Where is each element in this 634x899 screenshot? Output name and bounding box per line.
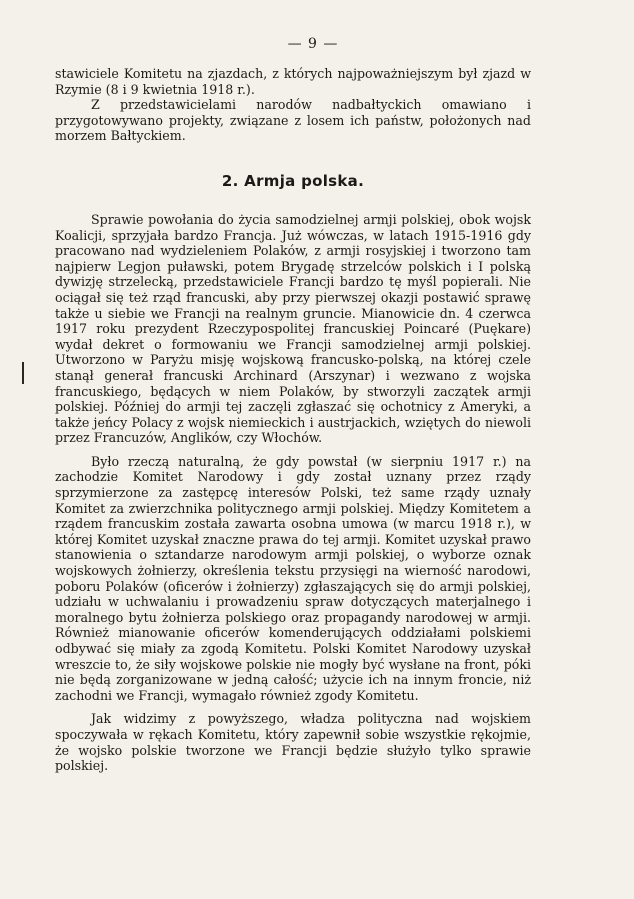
section-paragraph-1: Sprawie powołania do życia samodzielnej armji polskiej, obok wojsk Koalicji, sprzyjała bardzo Francja. Już wówczas, w latach 1915-1916 gdy pracowano nad wydzieleniem Polaków, z armji rosyjskiej i tworzono tam najpierw Legjon puławski, potem Brygadę strzelców polskich i I polską dywizję strzelecką, przedstawiciele Francji bardzo tę myśl popierali. Nie ociągał się też rząd francuski, aby przy pierwszej okazji postawić sprawę także u siebie we Francji na realnym gruncie. Mianowicie dn. 4 czerwca 1917 roku prezydent Rzeczypospolitej francuskiej Poincaré (Puękare) wydał dekret o formowaniu we Francji samodzielnej armji polskiej. Utworzono w Paryżu misję wojskową francusko-polską, na której czele stanął generał francuski Archinard (Arszynar) i wezwano z wojska francuskiego, będących w niem Polaków, by stworzyli zaczątek armji polskiej. Później do armji tej zaczęli zgłaszać się ochotnicy z Ameryki, a także jeńcy Polacy z wojsk niemieckich i austrjackich, wziętych do niewoli przez Francuzów, Anglików, czy Włochów. [55, 211, 531, 446]
section-heading: 2. Armja polska. [221, 171, 365, 190]
document-page [55, 36, 531, 774]
page-number: — 9 — [287, 36, 339, 52]
intro-paragraph-2: Z przedstawicielami narodów nadbałtyckich omawiano i przygotowywano projekty, związane z losem ich państw, położonych nad morzem Bałtyckiem. [55, 97, 531, 144]
section-paragraph-3: Jak widzimy z powyższego, władza polityczna nad wojskiem spoczywała w rękach Komitetu, który zapewnił sobie wszystkie rękojmie, że wojsko polskie tworzone we Francji będzie służyło tylko sprawie polskiej. [55, 711, 531, 774]
margin-mark [22, 362, 24, 384]
section-paragraph-2: Było rzeczą naturalną, że gdy powstał (w sierpniu 1917 r.) na zachodzie Komitet Narodowy i gdy został uznany przez rządy sprzymierzone za zastępcę interesów Polski, też same rządy uznały Komitet za zwierzchnika politycznego armji polskiej. Między Komitetem a rządem francuskim została zawarta osobna umowa (w marcu 1918 r.), w której Komitet uzyskał znaczne prawa do tej armji. Komitet uzyskał prawo stanowienia o sztandarze narodowym armji polskiej, o wyborze oznak wojskowych żołnierzy, określenia tekstu przysięgi na wierność narodowi, poboru Polaków (oficerów i żołnierzy) zgłaszających się do armji polskiej, udziału w uchwalaniu i prowadzeniu spraw dotyczących materjalnego i moralnego bytu żołnierza polskiego oraz propagandy narodowej w armji. Również mianowanie oficerów komenderujących oddziałami polskiemi odbywać się miały za zgodą Komitetu. Polski Komitet Narodowy uzyskał wreszcie to, że siły wojskowe polskie nie mogły być wysłane na front, póki nie będą zorganizowane w jedną całość; użycie ich na innym froncie, niż zachodni we Francji, wymagało również zgody Komitetu. [55, 453, 531, 703]
intro-paragraph-1: stawiciele Komitetu na zjazdach, z których najpoważniejszym był zjazd w Rzymie (8 i 9 kwietnia 1918 r.). [55, 66, 531, 97]
